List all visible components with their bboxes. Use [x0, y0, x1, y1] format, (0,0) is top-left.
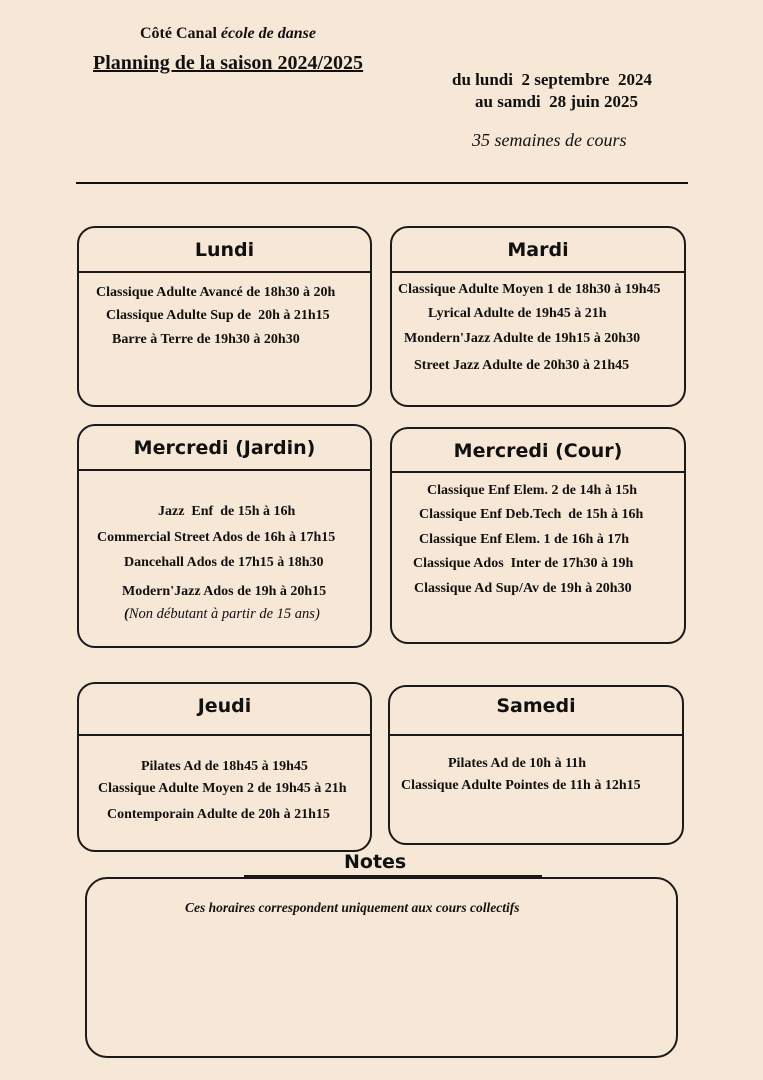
card-mardi: [390, 226, 686, 407]
card-divider: [79, 271, 370, 273]
note-paren-close: ): [314, 606, 320, 622]
course-line: Classique Adulte Moyen 1 de 18h30 à 19h45: [398, 282, 661, 297]
notes-text: Ces horaires correspondent uniquement aux cours collectifs: [185, 900, 520, 915]
card-title-mercredi-cour: Mercredi (Cour): [453, 440, 623, 462]
course-line: Modern'Jazz Ados de 19h à 20h15: [122, 584, 327, 599]
course-line: Classique Adulte Moyen 2 de 19h45 à 21h: [98, 781, 347, 796]
course-line: Classique Enf Deb.Tech de 15h à 16h: [419, 507, 644, 522]
notes-title: Notes: [344, 851, 407, 873]
card-divider: [79, 469, 370, 471]
course-line: Jazz Enf de 15h à 16h: [158, 504, 296, 519]
header-divider: [76, 182, 688, 184]
course-line: Classique Ados Inter de 17h30 à 19h: [413, 556, 634, 571]
card-divider: [392, 271, 684, 273]
season-dates: [452, 69, 652, 113]
card-title-mardi: Mardi: [507, 239, 569, 261]
school-name: [140, 25, 316, 43]
card-divider: [79, 734, 370, 736]
note-text: Non débutant à partir de 15 ans: [128, 606, 315, 622]
course-line: Pilates Ad de 18h45 à 19h45: [141, 759, 308, 774]
card-title-jeudi: Jeudi: [197, 695, 252, 717]
course-line: Pilates Ad de 10h à 11h: [448, 756, 587, 771]
card-mercredi-jardin: [77, 424, 372, 648]
course-line: Contemporain Adulte de 20h à 21h15: [107, 807, 330, 822]
course-line: Classique Adulte Avancé de 18h30 à 20h: [96, 285, 336, 300]
card-jeudi: [77, 682, 372, 852]
course-line: Barre à Terre de 19h30 à 20h30: [112, 332, 300, 347]
course-line: Dancehall Ados de 17h15 à 18h30: [124, 555, 324, 570]
card-lundi: [77, 226, 372, 407]
date-start: du lundi 2 septembre 2024: [452, 70, 652, 89]
card-divider: [390, 734, 682, 736]
card-samedi: [388, 685, 684, 845]
course-line: Classique Adulte Sup de 20h à 21h15: [106, 308, 330, 323]
season-title: Planning de la saison 2024/2025: [93, 52, 364, 74]
course-line: Lyrical Adulte de 19h45 à 21h: [428, 306, 607, 321]
course-line: Classique Enf Elem. 2 de 14h à 15h: [427, 483, 638, 498]
card-title-samedi: Samedi: [496, 695, 576, 717]
course-line: Street Jazz Adulte de 20h30 à 21h45: [414, 358, 630, 373]
date-end: au samdi 28 juin 2025: [475, 92, 638, 111]
course-line: Classique Adulte Pointes de 11h à 12h15: [401, 778, 641, 793]
school-name-plain: Côté Canal: [140, 25, 221, 42]
course-line: Commercial Street Ados de 16h à 17h15: [97, 530, 336, 545]
school-name-italic: école de danse: [220, 25, 316, 42]
card-title-mercredi-jardin: Mercredi (Jardin): [133, 437, 316, 459]
card-divider: [392, 471, 684, 473]
weeks-count: 35 semaines de cours: [472, 130, 627, 150]
note-paren-open: (: [124, 606, 129, 622]
course-line: Classique Enf Elem. 1 de 16h à 17h: [419, 532, 630, 547]
course-line: Classique Ad Sup/Av de 19h à 20h30: [414, 581, 632, 596]
card-mercredi-cour: [390, 427, 686, 644]
course-line: Mondern'Jazz Adulte de 19h15 à 20h30: [404, 331, 641, 346]
card-title-lundi: Lundi: [194, 239, 255, 261]
course-note: [124, 606, 320, 623]
